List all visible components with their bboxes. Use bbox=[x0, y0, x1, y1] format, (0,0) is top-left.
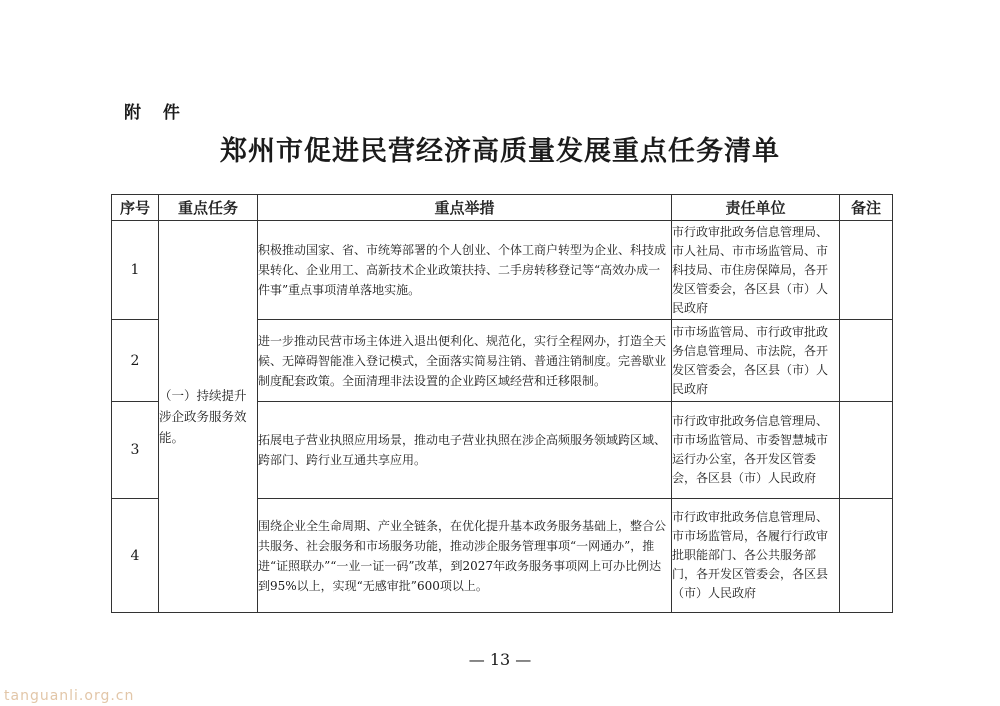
row-responsible: 市行政审批政务信息管理局、市市场监管局、市委智慧城市运行办公室，各开发区管委会，各区县（市）人民政府 bbox=[672, 402, 840, 499]
row-seq: 1 bbox=[112, 221, 159, 320]
row-responsible: 市市场监管局、市行政审批政务信息管理局、市法院，各开发区管委会，各区县（市）人民政府 bbox=[672, 320, 840, 402]
header-seq: 序号 bbox=[112, 195, 159, 221]
row-seq: 2 bbox=[112, 320, 159, 402]
header-notes: 备注 bbox=[840, 195, 893, 221]
attachment-label: 附 件 bbox=[124, 103, 188, 123]
header-task: 重点任务 bbox=[159, 195, 258, 221]
row-seq: 3 bbox=[112, 402, 159, 499]
table-header-row bbox=[112, 195, 893, 221]
row-responsible: 市行政审批政务信息管理局、市市场监管局，各履行行政审批职能部门、各公共服务部门，各开发区管委会，各区县（市）人民政府 bbox=[672, 499, 840, 613]
row-measure: 围绕企业全生命周期、产业全链条，在优化提升基本政务服务基础上，整合公共服务、社会服务和市场服务功能，推动涉企服务管理事项“一网通办”，推进“证照联办”“一业一证一码”改革，到2027年政务服务事项网上可办比例达到95%以上，实现“无感审批”600项以上。 bbox=[258, 499, 672, 613]
row-measure: 拓展电子营业执照应用场景，推动电子营业执照在涉企高频服务领域跨区域、跨部门、跨行业互通共享应用。 bbox=[258, 402, 672, 499]
task-table bbox=[111, 194, 893, 613]
document-title: 郑州市促进民营经济高质量发展重点任务清单 bbox=[220, 136, 780, 167]
watermark: tanguanli.org.cn bbox=[4, 688, 135, 704]
row-note bbox=[840, 499, 893, 613]
row-measure: 积极推动国家、省、市统筹部署的个人创业、个体工商户转型为企业、科技成果转化、企业用工、高新技术企业政策扶持、二手房转移登记等“高效办成一件事”重点事项清单落地实施。 bbox=[258, 221, 672, 320]
table-row bbox=[112, 221, 893, 320]
row-note bbox=[840, 402, 893, 499]
page-number: — 13 — bbox=[468, 650, 532, 669]
row-measure: 进一步推动民营市场主体进入退出便利化、规范化，实行全程网办，打造全天候、无障碍智能准入登记模式，全面落实简易注销、普通注销制度。完善歇业制度配套政策。全面清理非法设置的企业跨区域经营和迁移限制。 bbox=[258, 320, 672, 402]
row-seq: 4 bbox=[112, 499, 159, 613]
task-group-cell: （一）持续提升涉企政务服务效能。 bbox=[159, 221, 258, 613]
header-responsible: 责任单位 bbox=[672, 195, 840, 221]
header-measures: 重点举措 bbox=[258, 195, 672, 221]
row-note bbox=[840, 221, 893, 320]
row-note bbox=[840, 320, 893, 402]
row-responsible: 市行政审批政务信息管理局、市人社局、市市场监管局、市科技局、市住房保障局，各开发区管委会，各区县（市）人民政府 bbox=[672, 221, 840, 320]
